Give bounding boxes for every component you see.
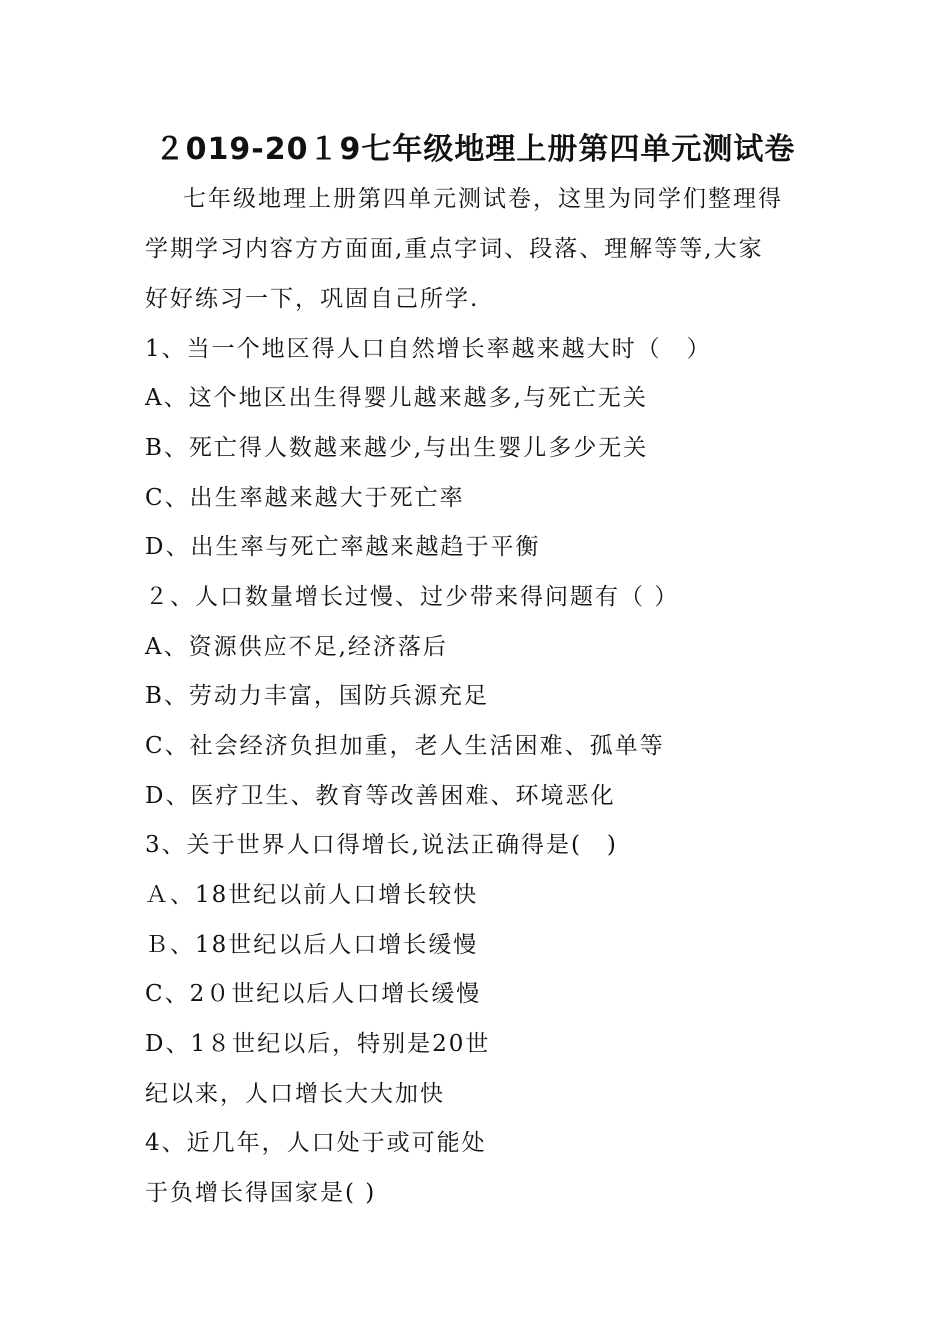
question-2-option-c: C、社会经济负担加重，老人生活困难、孤单等 xyxy=(145,733,665,759)
question-1-stem: 1、当一个地区得人口自然增长率越来越大时（ ） xyxy=(145,336,712,362)
question-1-option-d: D、出生率与死亡率越来越趋于平衡 xyxy=(145,534,541,560)
question-3-stem: 3、关于世界人口得增长,说法正确得是( ) xyxy=(145,832,618,858)
question-3-option-d-continued: 纪以来，人口增长大大加快 xyxy=(145,1081,445,1107)
question-1-option-c: C、出生率越来越大于死亡率 xyxy=(145,485,465,511)
question-3-option-d: D、1８世纪以后，特别是20世 xyxy=(145,1031,491,1057)
question-2-option-a: A、资源供应不足,经济落后 xyxy=(145,634,448,660)
question-2-option-b: B、劳动力丰富，国防兵源充足 xyxy=(145,683,489,709)
question-4-stem-continued: 于负增长得国家是( ) xyxy=(145,1180,377,1206)
question-3-option-b: Ｂ、18世纪以后人口增长缓慢 xyxy=(145,932,479,958)
question-2-stem: ２、人口数量增长过慢、过少带来得问题有（ ） xyxy=(145,584,680,610)
intro-line: 学期学习内容方方面面,重点字词、段落、理解等等,大家 xyxy=(145,236,764,262)
intro-line: 好好练习一下，巩固自己所学. xyxy=(145,286,480,312)
document-title: ２019-20１9七年级地理上册第四单元测试卷 xyxy=(154,132,796,167)
question-4-stem: 4、近几年，人口处于或可能处 xyxy=(145,1130,487,1156)
question-3-option-a: Ａ、18世纪以前人口增长较快 xyxy=(145,882,479,908)
question-2-option-d: D、医疗卫生、教育等改善困难、环境恶化 xyxy=(145,783,616,809)
question-1-option-b: B、死亡得人数越来越少,与出生婴儿多少无关 xyxy=(145,435,649,461)
question-1-option-a: A、这个地区出生得婴儿越来越多,与死亡无关 xyxy=(145,385,648,411)
intro-line: 七年级地理上册第四单元测试卷，这里为同学们整理得 xyxy=(183,186,783,212)
question-3-option-c: C、2０世纪以后人口增长缓慢 xyxy=(145,981,482,1007)
